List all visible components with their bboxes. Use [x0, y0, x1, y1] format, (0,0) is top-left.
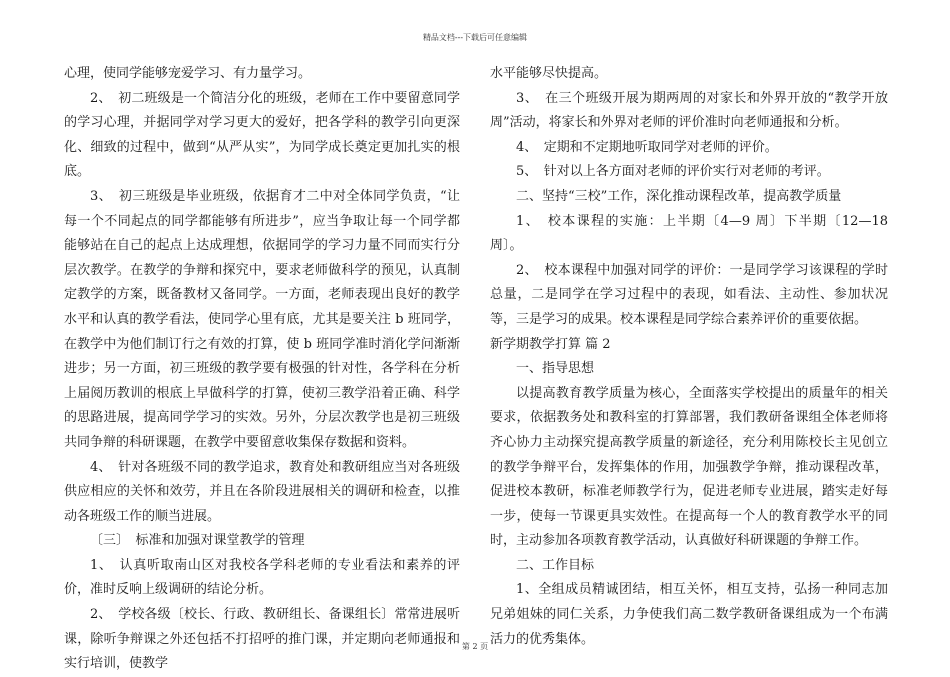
- paragraph: 4、 定期和不定期地听取同学对老师的评价。: [516, 139, 778, 155]
- paragraph: 以提高教育教学质量为核心，全面落实学校提出的质量年的相关要求，依据教务处和教科室的打算部署，我们教研备课组全体老师将齐心协力主动探究提高教学质量的新途径，充分利用陈校长主见创立的教学争辩平台，发挥集体的作用，加强教学争辩，推动课程改革，促进校本教研，标准老师教学行为，促进老师专业进展，踏实走好每一步，使每一节课更具实效性。在提高每一个人的教育教学水平的同时，主动参加各项教育教学活动，认真做好科研课题的争辩工作。: [490, 385, 888, 549]
- paragraph: 心理，使同学能够宠爱学习、有力量学习。: [64, 66, 312, 81]
- section-heading: 二、工作目标: [516, 557, 595, 573]
- paragraph: 1、 认真听取南山区对我校各学科老师的专业看法和素养的评价，准时反响上级调研的结论分析。: [64, 557, 460, 598]
- paragraph: 水平能够尽快提高。: [490, 66, 608, 81]
- paragraph: 2、 校本课程中加强对同学的评价：一是同学学习该课程的学时总量，二是同学在学习过程中的表现，如看法、主动性、参加状况等，三是学习的成果。校本课程是同学综合素养评价的重要依据。: [490, 262, 888, 327]
- right-column: [490, 62, 888, 652]
- paragraph: 1、 校本课程的实施：上半期〔4—9 周〕下半期〔12—18 周〕。: [490, 213, 888, 254]
- section-heading: 一、指导思想: [516, 361, 595, 377]
- section-heading: 〔三〕 标准和加强对课堂教学的管理: [90, 533, 305, 549]
- page-number: 第 2 页: [461, 642, 489, 651]
- document-title: 新学期教学打算 篇 2: [490, 336, 611, 352]
- paragraph: 2、 学校各级〔校长、行政、教研组长、备课组长〕常常进展听课，除听争辩课之外还包括不打招呼的推门课，并定期向老师通报和实行培训，使教学: [64, 607, 460, 672]
- paragraph: 3、 在三个班级开展为期两周的对家长和外界开放的“教学开放周”活动，将家长和外界对老师的评价准时向老师通报和分析。: [490, 90, 888, 131]
- left-column: [64, 62, 460, 677]
- paragraph: 3、 初三班级是毕业班级，依据育才二中对全体同学负责，“让每一个不同起点的同学都能够有所进步”，应当争取让每一个同学都能够站在自己的起点上达成理想，依据同学的学习力量不同而实行分层次教学。在教学的争辩和探究中，要求老师做科学的预见，认真制定教学的方案，既备教材又备同学。一方面，老师表现出良好的教学水平和认真的教学看法，使同学心里有底，尤其是要关注 b 班同学，在教学中为他们制订行之有效的打算，使 b 班同学准时消化学问渐渐进步；另一方面，初三班级的教学要有极强的针对性，各学科在分析上届阅历教训的根底上早做科学的打算，使初三教学沿着正确、科学的思路进展，提高同学学习的实效。另外，分层次教学也是初三班级共同争辩的科研课题，在教学中要留意收集保存数据和资料。: [64, 188, 460, 450]
- paragraph: 5、 针对以上各方面对老师的评价实行对老师的考评。: [516, 164, 830, 180]
- paragraph: 1、全组成员精诚团结，相互关怀，相互支持，弘扬一种同志加兄弟姐妹的同仁关系，力争使我们高二数学教研备课组成为一个布满活力的优秀集体。: [490, 582, 888, 647]
- paragraph: 4、 针对各班级不同的教学追求，教育处和教研组应当对各班级供应相应的关怀和效劳，并且在各阶段进展相关的调研和检查，以推动各班级工作的顺当进展。: [64, 459, 460, 524]
- paragraph: 2、 初二班级是一个简洁分化的班级，老师在工作中要留意同学的学习心理，并据同学对学习更大的爱好，把各学科的教学引向更深化、细致的过程中，做到“从严从实”，为同学成长奠定更加扎实的根底。: [64, 90, 460, 180]
- section-heading: 二、坚持“三校”工作，深化推动课程改革，提高教学质量: [516, 188, 842, 204]
- page-header: 精品文档---下载后可任意编辑: [422, 33, 528, 42]
